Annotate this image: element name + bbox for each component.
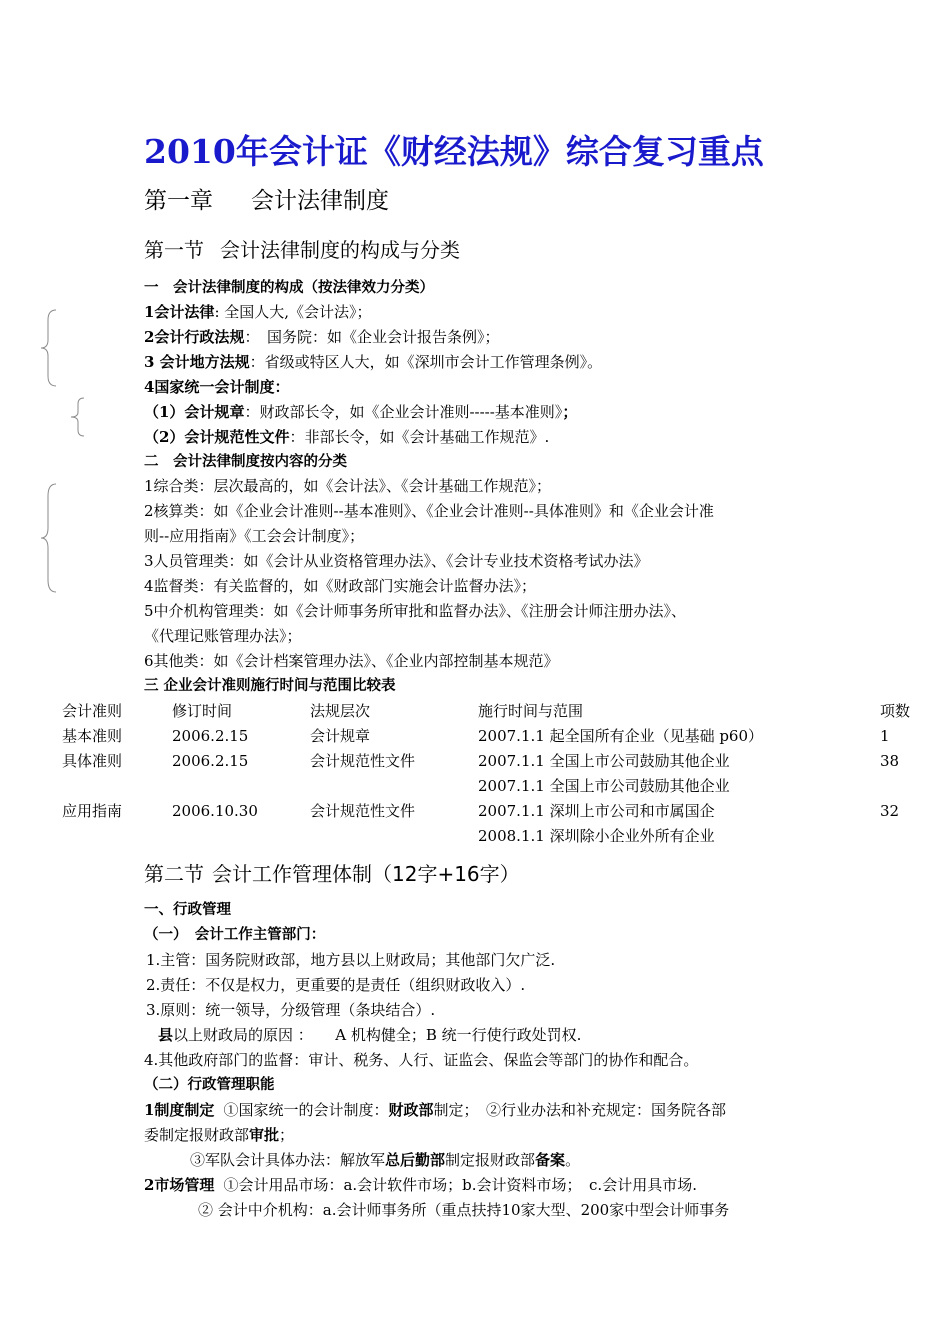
item-label: 2会计行政法规 [144,328,245,346]
column-header: 项数 [880,702,911,720]
list-item: 5中介机构管理类：如《会计师事务所审批和监督办法》、《注册会计师注册办法》、 [144,602,687,620]
item-text: ①会计用品市场：a.会计软件市场；b.会计资料市场； c.会计用具市场. [223,1176,697,1194]
column-header: 修订时间 [172,702,233,720]
chapter-name: 会计法律制度 [251,188,389,214]
list-item: 2核算类：如《企业会计准则--基本准则》、《企业会计准则--具体准则》和《企业会计准 [144,502,714,520]
column-header: 施行时间与范围 [478,702,584,720]
part1-heading: 一 会计法律制度的构成（按法律效力分类） [144,280,434,296]
item-text: 。 [565,1151,581,1169]
table-cell: 应用指南 [62,802,123,820]
list-item [144,1125,294,1145]
document-title: 2010年会计证《财经法规》综合复习重点 [144,132,764,171]
item-text: ： 国务院：如《企业会计报告条例》； [244,328,500,346]
chapter-number: 第一章 [144,188,213,214]
item-text: 制定； ②行业办法和补充规定：国务院各部 [433,1101,726,1119]
bold-text: 总后勤部 [385,1151,446,1169]
table-cell: 2006.2.15 [172,727,249,745]
item-text: 以上财政局的原因 ： A 机构健全；B 统一行使行政处罚权. [173,1026,582,1044]
item-text: ③军队会计具体办法：解放军 [190,1151,386,1169]
item-text: 委制定报财政部 [144,1126,250,1144]
section-name: 会计法律制度的构成与分类 [220,238,460,262]
table-cell: 2006.2.15 [172,752,249,770]
list-item: 2.责任：不仅是权力，更重要的是责任（组织财政收入）. [146,976,526,994]
list-item: 《代理记账管理办法》； [144,627,302,645]
item-label: （2）会计规范性文件 [144,428,290,446]
bold-text: 县 [158,1026,174,1044]
column-header: 会计准则 [62,702,123,720]
item-text: ：财政部长令，如《企业会计准则-----基本准则》 [244,403,563,421]
item-text: 制定报财政部 [445,1151,536,1169]
list-item: 6其他类：如《会计档案管理办法》、《企业内部控制基本规范》 [144,652,559,670]
table-cell: 2008.1.1 深圳除小企业外所有企业 [478,827,715,845]
list-item: 则--应用指南》《工会会计制度》； [144,527,365,545]
list-item: 4监督类：有关监督的，如《财政部门实施会计监督办法》； [144,577,537,595]
part2-heading: 二 会计法律制度按内容的分类 [144,454,347,470]
table-cell: 会计规章 [310,727,371,745]
table-cell: 2006.10.30 [172,802,258,820]
table-cell: 2007.1.1 深圳上市公司和市属国企 [478,802,715,820]
left-brace-icon [38,482,60,594]
list-item: 1.主管：国务院财政部，地方县以上财政局；其他部门欠广泛. [146,951,556,969]
list-item: 3人员管理类：如《会计从业资格管理办法》、《会计专业技术资格考试办法》 [144,552,649,570]
table-cell: 2007.1.1 起全国所有企业（见基础 p60） [478,727,764,745]
item-label: 3 会计地方法规 [144,353,250,371]
item-label: 1会计法律 [144,303,215,321]
table-cell: 2007.1.1 全国上市公司鼓励其他企业 [478,777,730,795]
table-cell: 1 [880,727,890,745]
item-text: ：非部长令，如《会计基础工作规范》. [289,428,550,446]
chapter-heading [144,186,389,216]
list-item [144,377,289,397]
list-item [144,427,549,447]
item-text: ：省级或特区人大，如《深圳市会计工作管理条例》。 [249,353,603,371]
section-heading-1 [144,236,460,264]
admin-sub2: （二）行政管理职能 [144,1077,275,1093]
bold-text: 备案 [535,1151,566,1169]
list-item [144,1175,697,1195]
table-cell: 2007.1.1 全国上市公司鼓励其他企业 [478,752,730,770]
item-text: ①国家统一的会计制度： [223,1101,389,1119]
table-cell: 会计规范性文件 [310,802,416,820]
list-item [158,1025,581,1045]
list-item: 3.原则：统一领导，分级管理（条块结合）. [146,1001,436,1019]
table-cell: 基本准则 [62,727,123,745]
left-brace-icon [38,308,60,388]
item-tail: ； [562,403,578,421]
list-item: 1综合类：层次最高的，如《会计法》、《会计基础工作规范》； [144,477,552,495]
item-text: : 全国人大,《会计法》； [214,303,372,321]
item-text: ； [279,1126,295,1144]
admin-heading: 一、行政管理 [144,902,231,918]
list-item [144,1100,726,1120]
section-name: 会计工作管理体制（12字+16字） [212,862,520,886]
item-label: 4国家统一会计制度： [144,378,290,396]
column-header: 法规层次 [310,702,371,720]
part3-heading: 三 企业会计准则施行时间与范围比较表 [144,678,396,694]
table-cell: 具体准则 [62,752,123,770]
table-cell: 38 [880,752,900,770]
list-item [144,327,499,347]
list-item: ② 会计中介机构：a.会计师事务所（重点扶持10家大型、200家中型会计师事务 [198,1201,730,1219]
admin-sub1: （一） 会计工作主管部门： [144,927,326,943]
bold-text: 财政部 [388,1101,434,1119]
item-label: 2市场管理 [144,1176,215,1194]
bold-text: 审批 [249,1126,280,1144]
section-number: 第二节 [144,862,204,886]
list-item [144,302,372,322]
table-cell: 32 [880,802,900,820]
item-label: （1）会计规章 [144,403,245,421]
left-brace-icon [68,396,88,438]
table-cell: 会计规范性文件 [310,752,416,770]
list-item [144,402,577,422]
section-number: 第一节 [144,238,204,262]
list-item [144,352,602,372]
section-heading-2 [144,860,520,888]
list-item [190,1150,580,1170]
item-label: 1制度制定 [144,1101,215,1119]
list-item: 4.其他政府部门的监督：审计、税务、人行、证监会、保监会等部门的协作和配合。 [144,1051,699,1069]
